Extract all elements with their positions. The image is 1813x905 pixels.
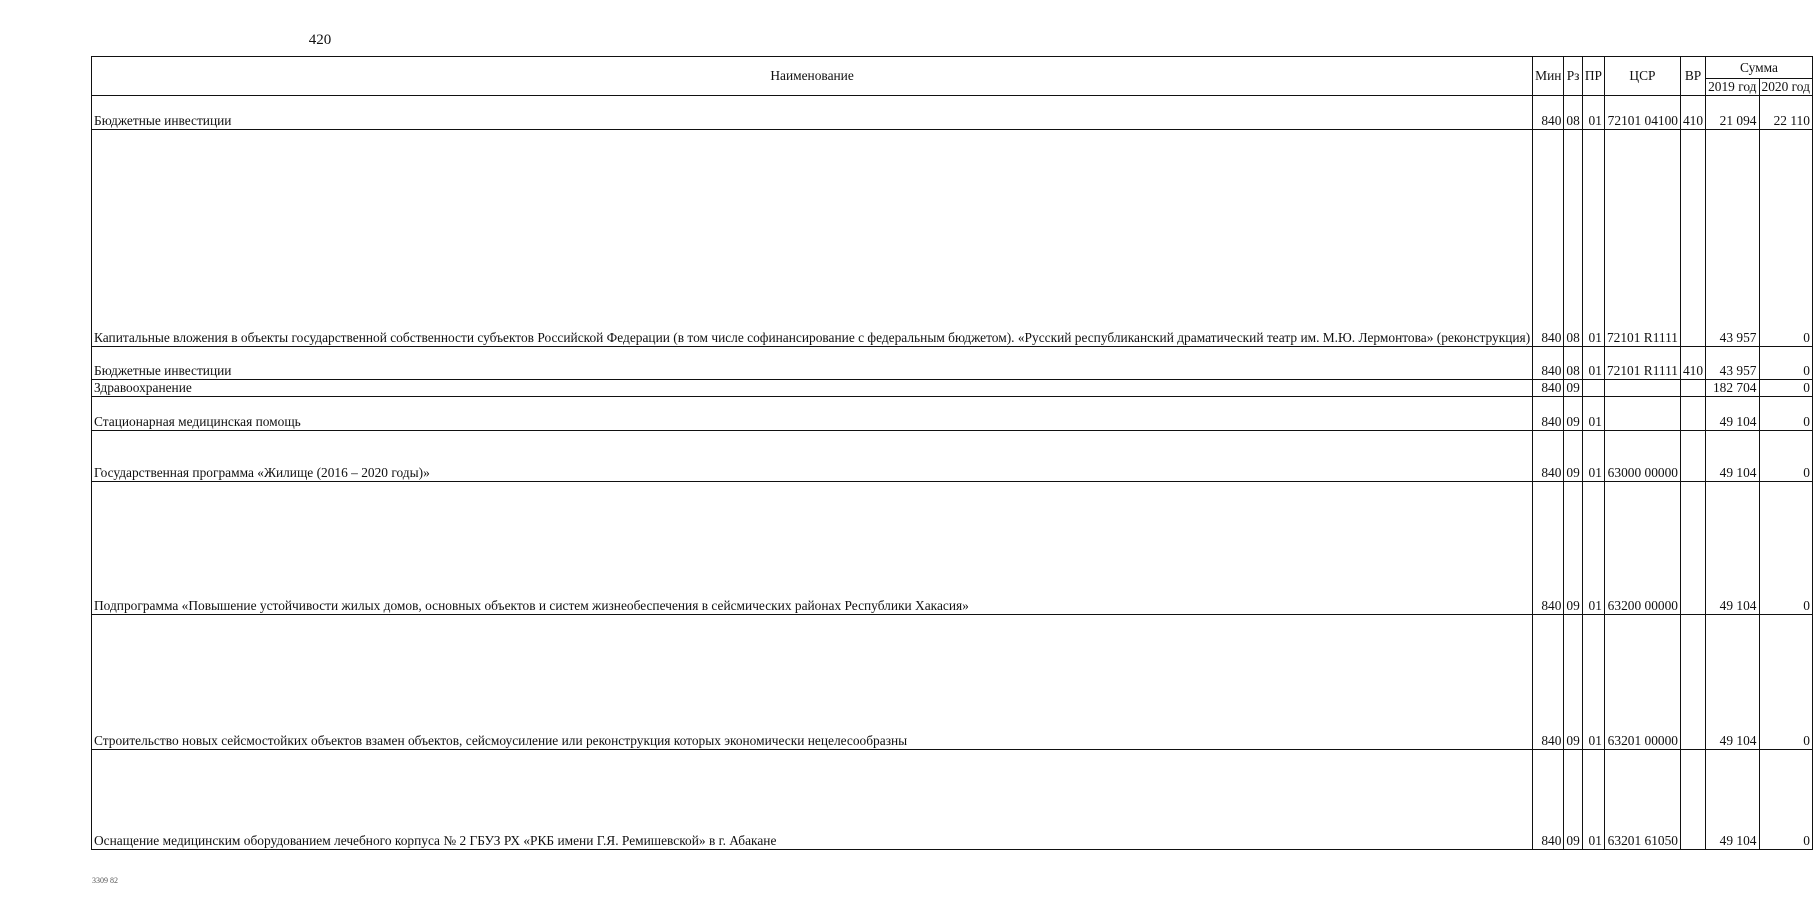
row-vr	[1680, 129, 1705, 346]
header-year-2020: 2020 год	[1759, 79, 1812, 96]
row-sum-2019: 49 104	[1706, 396, 1759, 430]
row-rz: 08	[1564, 129, 1582, 346]
table-row	[92, 396, 1813, 430]
header-min: Мин	[1533, 57, 1564, 96]
row-pr: 01	[1582, 749, 1604, 849]
row-name: Капитальные вложения в объекты государственной собственности субъектов Российской Федерации (в том числе софинансирование с федеральным бюджетом). «Русский республиканский драматический театр им. М.Ю. Лермонтова» (реконструкция)	[92, 129, 1533, 346]
row-csr: 72101 04100	[1604, 95, 1680, 129]
row-sum-2020: 0	[1759, 430, 1812, 481]
table-row	[92, 430, 1813, 481]
row-sum-2019: 49 104	[1706, 430, 1759, 481]
row-sum-2020: 0	[1759, 379, 1812, 396]
row-rz: 08	[1564, 95, 1582, 129]
row-sum-2019: 21 094	[1706, 95, 1759, 129]
row-sum-2020: 22 110	[1759, 95, 1812, 129]
row-pr: 01	[1582, 396, 1604, 430]
row-name: Здравоохранение	[92, 379, 1533, 396]
row-rz: 08	[1564, 346, 1582, 379]
row-name: Государственная программа «Жилище (2016 – 2020 годы)»	[92, 430, 1533, 481]
row-sum-2019: 49 104	[1706, 749, 1759, 849]
header-year-2019: 2019 год	[1706, 79, 1759, 96]
row-pr: 01	[1582, 129, 1604, 346]
page-number: 420	[308, 32, 332, 48]
row-vr	[1680, 379, 1705, 396]
table-row	[92, 95, 1813, 129]
header-csr: ЦСР	[1604, 57, 1680, 96]
row-min: 840	[1533, 481, 1564, 614]
header-pr: ПР	[1582, 57, 1604, 96]
table-row	[92, 481, 1813, 614]
table-row	[92, 749, 1813, 849]
row-pr: 01	[1582, 614, 1604, 749]
row-rz: 09	[1564, 379, 1582, 396]
row-rz: 09	[1564, 396, 1582, 430]
row-min: 840	[1533, 749, 1564, 849]
row-pr: 01	[1582, 95, 1604, 129]
row-sum-2019: 49 104	[1706, 481, 1759, 614]
table-row	[92, 379, 1813, 396]
row-sum-2020: 0	[1759, 481, 1812, 614]
row-sum-2019: 182 704	[1706, 379, 1759, 396]
row-csr: 63200 00000	[1604, 481, 1680, 614]
row-csr	[1604, 396, 1680, 430]
row-sum-2020: 0	[1759, 346, 1812, 379]
row-min: 840	[1533, 430, 1564, 481]
row-name: Стационарная медицинская помощь	[92, 396, 1533, 430]
row-csr	[1604, 379, 1680, 396]
row-name: Строительство новых сейсмостойких объектов взамен объектов, сейсмоусиление или реконструкция которых экономически нецелесообразны	[92, 614, 1533, 749]
row-vr: 410	[1680, 346, 1705, 379]
row-rz: 09	[1564, 430, 1582, 481]
row-name: Подпрограмма «Повышение устойчивости жилых домов, основных объектов и систем жизнеобеспечения в сейсмических районах Республики Хакасия»	[92, 481, 1533, 614]
row-min: 840	[1533, 129, 1564, 346]
row-pr: 01	[1582, 430, 1604, 481]
row-name: Бюджетные инвестиции	[92, 95, 1533, 129]
row-csr: 63201 61050	[1604, 749, 1680, 849]
row-rz: 09	[1564, 481, 1582, 614]
row-vr: 410	[1680, 95, 1705, 129]
row-min: 840	[1533, 396, 1564, 430]
budget-table	[91, 56, 1813, 850]
row-rz: 09	[1564, 614, 1582, 749]
row-min: 840	[1533, 346, 1564, 379]
row-csr: 63000 00000	[1604, 430, 1680, 481]
header-vr: ВР	[1680, 57, 1705, 96]
row-min: 840	[1533, 379, 1564, 396]
row-sum-2020: 0	[1759, 614, 1812, 749]
row-vr	[1680, 614, 1705, 749]
row-min: 840	[1533, 95, 1564, 129]
row-sum-2020: 0	[1759, 129, 1812, 346]
row-sum-2019: 49 104	[1706, 614, 1759, 749]
row-vr	[1680, 749, 1705, 849]
table-row	[92, 129, 1813, 346]
row-sum-2020: 0	[1759, 749, 1812, 849]
row-pr	[1582, 379, 1604, 396]
table-row	[92, 346, 1813, 379]
row-csr: 72101 R1111	[1604, 129, 1680, 346]
row-name: Бюджетные инвестиции	[92, 346, 1533, 379]
row-sum-2020: 0	[1759, 396, 1812, 430]
footer-code: 3309 82	[92, 876, 118, 885]
header-rz: Рз	[1564, 57, 1582, 96]
row-vr	[1680, 396, 1705, 430]
row-vr	[1680, 430, 1705, 481]
row-sum-2019: 43 957	[1706, 129, 1759, 346]
row-csr: 72101 R1111	[1604, 346, 1680, 379]
row-min: 840	[1533, 614, 1564, 749]
row-pr: 01	[1582, 481, 1604, 614]
row-pr: 01	[1582, 346, 1604, 379]
row-vr	[1680, 481, 1705, 614]
table-row	[92, 614, 1813, 749]
header-sum: Сумма	[1706, 57, 1813, 79]
header-name: Наименование	[92, 57, 1533, 96]
row-csr: 63201 00000	[1604, 614, 1680, 749]
row-rz: 09	[1564, 749, 1582, 849]
row-sum-2019: 43 957	[1706, 346, 1759, 379]
row-name: Оснащение медицинским оборудованием лечебного корпуса № 2 ГБУЗ РХ «РКБ имени Г.Я. Ремишевской» в г. Абакане	[92, 749, 1533, 849]
